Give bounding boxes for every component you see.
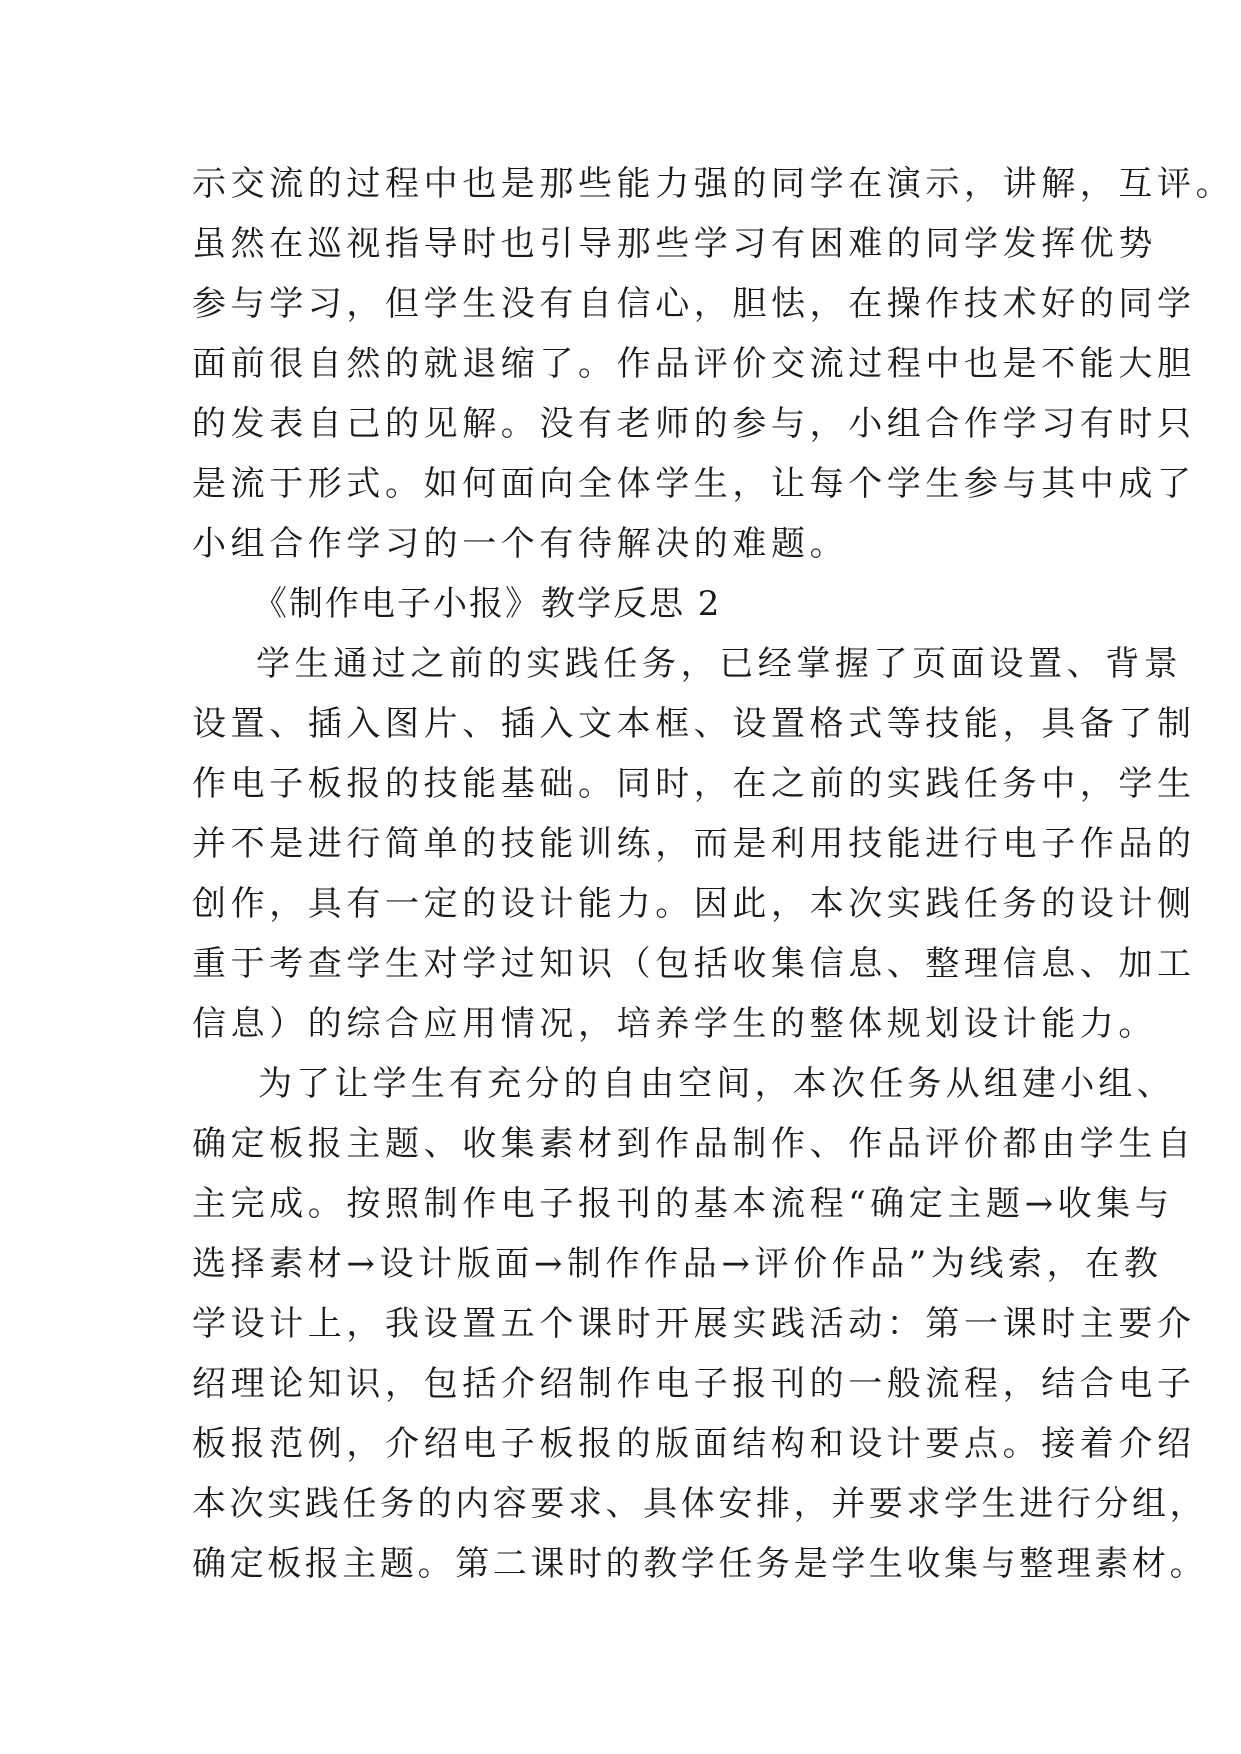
body-text-line: 虽然在巡视指导时也引导那些学习有困难的同学发挥优势: [192, 224, 1157, 264]
body-text-line: 的发表自己的见解。没有老师的参与，小组合作学习有时只: [192, 404, 1196, 444]
body-text-line: 为了让学生有充分的自由空间，本次任务从组建小组、: [258, 1064, 1175, 1104]
body-text-line: 确定板报主题、收集素材到作品制作、作品评价都由学生自: [192, 1124, 1196, 1164]
body-text-line: 设置、插入图片、插入文本框、设置格式等技能，具备了制: [192, 704, 1196, 744]
body-text-line: 创作，具有一定的设计能力。因此，本次实践任务的设计侧: [192, 884, 1196, 924]
body-text-line: 面前很自然的就退缩了。作品评价交流过程中也是不能大胆: [192, 344, 1196, 384]
body-text-line: 确定板报主题。第二课时的教学任务是学生收集与整理素材。: [192, 1544, 1208, 1584]
body-text-line: 小组合作学习的一个有待解决的难题。: [192, 524, 849, 564]
body-text-line: 学设计上，我设置五个课时开展实践活动：第一课时主要介: [192, 1304, 1196, 1344]
body-text-line: 作电子板报的技能基础。同时，在之前的实践任务中，学生: [192, 764, 1196, 804]
body-text-line: 选择素材→设计版面→制作作品→评价作品”为线索，在教: [192, 1244, 1163, 1284]
body-text-line: 信息）的综合应用情况，培养学生的整体规划设计能力。: [192, 1004, 1157, 1044]
body-text-line: 本次实践任务的内容要求、具体安排，并要求学生进行分组，: [192, 1484, 1208, 1524]
body-text-line: 板报范例，介绍电子板报的版面结构和设计要点。接着介绍: [192, 1424, 1196, 1464]
body-text-line: 重于考查学生对学过知识（包括收集信息、整理信息、加工: [192, 944, 1196, 984]
body-text-line: 学生通过之前的实践任务，已经掌握了页面设置、背景: [256, 644, 1183, 684]
body-text-line: 参与学习，但学生没有自信心，胆怯，在操作技术好的同学: [192, 284, 1196, 324]
body-text-line: 绍理论知识，包括介绍制作电子报刊的一般流程，结合电子: [192, 1364, 1196, 1404]
body-text-line: 并不是进行简单的技能训练，而是利用技能进行电子作品的: [192, 824, 1196, 864]
body-text-line: 是流于形式。如何面向全体学生，让每个学生参与其中成了: [192, 464, 1196, 504]
body-text-line: 主完成。按照制作电子报刊的基本流程“确定主题→收集与: [192, 1184, 1174, 1224]
body-text-line: 示交流的过程中也是那些能力强的同学在演示，讲解，互评。: [192, 164, 1235, 204]
section-heading: 《制作电子小报》教学反思 2: [253, 584, 722, 624]
